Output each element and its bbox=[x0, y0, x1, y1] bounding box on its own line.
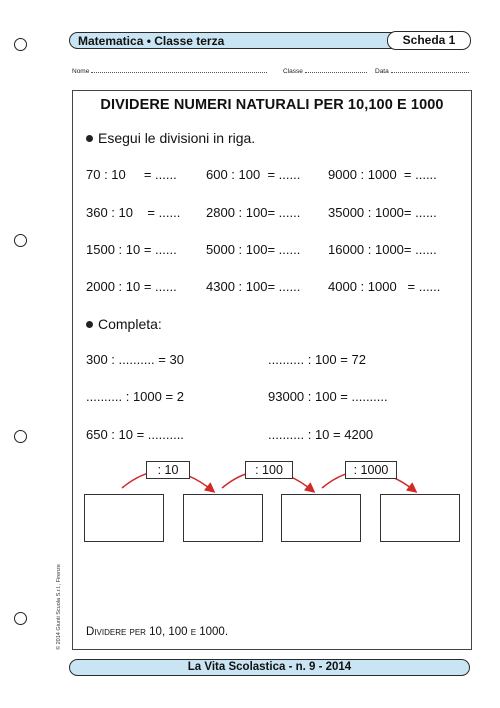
worksheet-title: DIVIDERE NUMERI NATURALI PER 10,100 E 1000 bbox=[100, 97, 444, 113]
exercise-3-1: 1500 : 10 = ...... bbox=[86, 242, 177, 257]
instruction-complete: Completa: bbox=[86, 316, 162, 332]
exercise-2-1: 360 : 10 = ...... bbox=[86, 205, 181, 220]
completion-3-2: .......... : 10 = 4200 bbox=[268, 427, 374, 442]
exercise-4-1: 2000 : 10 = ...... bbox=[86, 279, 177, 294]
exercise-3-3: 16000 : 1000= ...... bbox=[328, 242, 437, 257]
sheet-tab: Scheda 1 bbox=[387, 31, 471, 50]
objective-caption: Dividere per 10, 100 e 1000. bbox=[86, 626, 229, 638]
completion-3-1: 650 : 10 = .......... bbox=[86, 427, 184, 442]
class-label: Classe bbox=[283, 68, 303, 75]
completion-1-1: 300 : .......... = 30 bbox=[86, 352, 184, 367]
answer-box-3[interactable] bbox=[281, 494, 361, 542]
copyright-notice: © 2014 Giunti Scuola S.r.l., Firenze bbox=[56, 564, 62, 650]
exercise-1-2: 600 : 100 = ...... bbox=[206, 167, 301, 182]
operator-divide-1000: : 1000 bbox=[345, 461, 397, 479]
footer-bar: La Vita Scolastica - n. 9 - 2014 bbox=[69, 659, 470, 676]
exercise-1-3: 9000 : 1000 = ...... bbox=[328, 167, 437, 182]
subject-label: Matematica • Classe terza bbox=[78, 34, 225, 48]
date-label: Data bbox=[375, 68, 389, 75]
operator-divide-10: : 10 bbox=[146, 461, 190, 479]
completion-1-2: .......... : 100 = 72 bbox=[268, 352, 366, 367]
answer-box-4[interactable] bbox=[380, 494, 460, 542]
exercise-4-3: 4000 : 1000 = ...... bbox=[328, 279, 441, 294]
exercise-2-3: 35000 : 1000= ...... bbox=[328, 205, 437, 220]
exercise-2-2: 2800 : 100= ...... bbox=[206, 205, 301, 220]
completion-2-2: 93000 : 100 = .......... bbox=[268, 389, 388, 404]
instruction-divisions: Esegui le divisioni in riga. bbox=[86, 130, 255, 146]
answer-box-2[interactable] bbox=[183, 494, 263, 542]
exercise-3-2: 5000 : 100= ...... bbox=[206, 242, 301, 257]
answer-box-1[interactable] bbox=[84, 494, 164, 542]
exercise-4-2: 4300 : 100= ...... bbox=[206, 279, 301, 294]
exercise-1-1: 70 : 10 = ...... bbox=[86, 167, 177, 182]
operator-divide-100: : 100 bbox=[245, 461, 293, 479]
completion-2-1: .......... : 1000 = 2 bbox=[86, 389, 184, 404]
name-label: Nome bbox=[72, 68, 90, 75]
